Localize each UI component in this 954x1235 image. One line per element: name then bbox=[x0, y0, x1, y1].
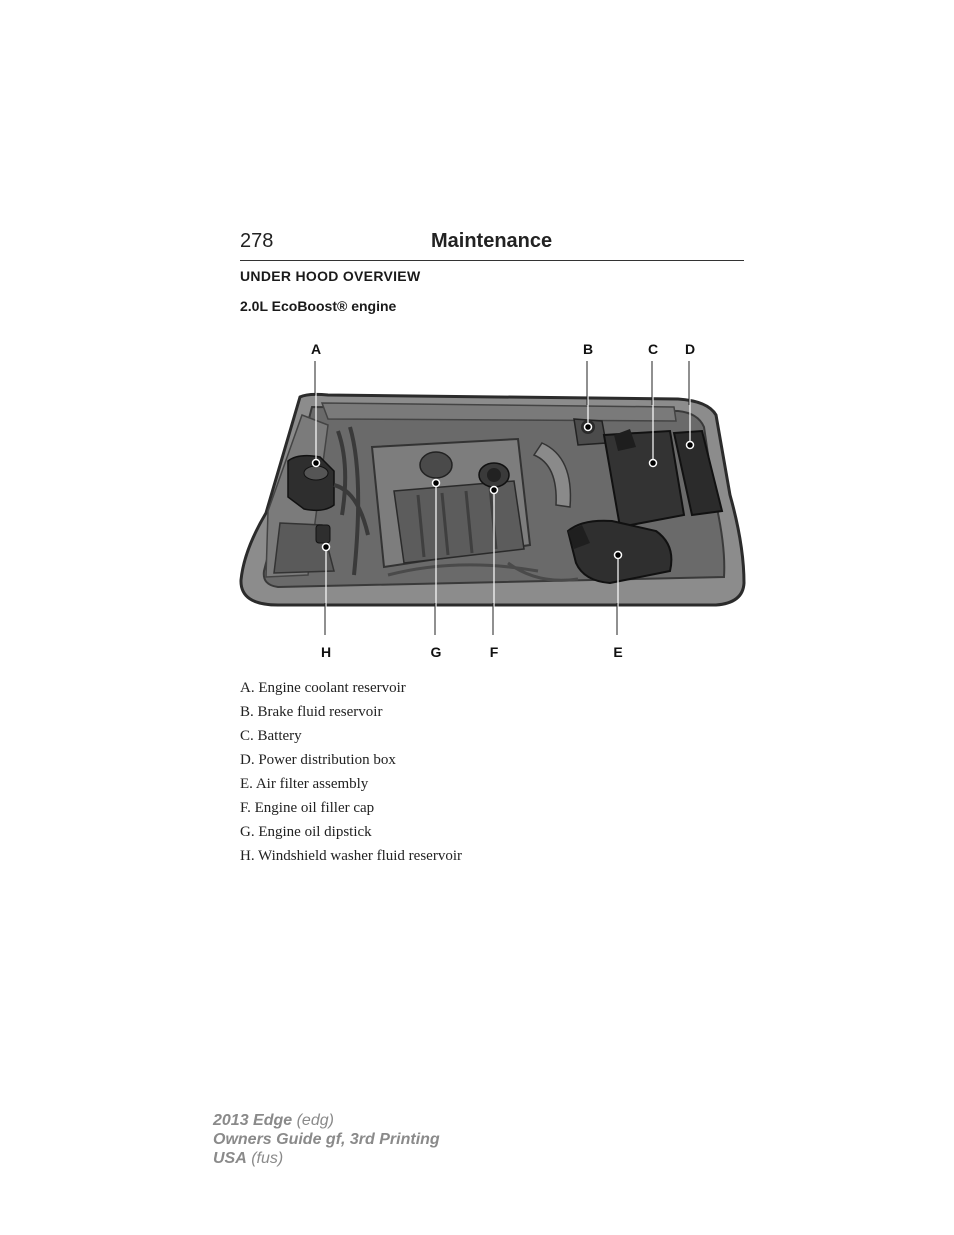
callout-g: G bbox=[430, 644, 442, 660]
footer-line-2: Owners Guide gf, 3rd Printing bbox=[213, 1131, 440, 1148]
coolant-reservoir bbox=[288, 456, 334, 511]
legend-item: A. Engine coolant reservoir bbox=[240, 680, 406, 696]
legend-item: H. Windshield washer fluid reservoir bbox=[240, 848, 462, 864]
section-title: UNDER HOOD OVERVIEW bbox=[240, 268, 421, 284]
footer-line-3 bbox=[213, 1149, 440, 1168]
engine-bay-illustration bbox=[238, 335, 748, 665]
legend-item: D. Power distribution box bbox=[240, 752, 396, 768]
callout-a: A bbox=[310, 341, 322, 357]
page-header bbox=[240, 228, 744, 261]
callout-h: H bbox=[320, 644, 332, 660]
callout-f: F bbox=[489, 644, 499, 660]
document-footer bbox=[213, 1111, 440, 1168]
oil-dipstick-handle bbox=[420, 452, 452, 478]
footer-line-1 bbox=[213, 1111, 440, 1130]
engine-cover-top bbox=[394, 481, 524, 563]
callout-c: C bbox=[647, 341, 659, 357]
callout-b: B bbox=[582, 341, 594, 357]
legend-item: G. Engine oil dipstick bbox=[240, 824, 372, 840]
legend-item: C. Battery bbox=[240, 728, 302, 744]
callout-e: E bbox=[613, 644, 623, 660]
footer-market-code: (fus) bbox=[246, 1150, 284, 1167]
legend-item: B. Brake fluid reservoir bbox=[240, 704, 383, 720]
cowl-panel bbox=[322, 403, 676, 421]
engine-bay-svg bbox=[238, 335, 748, 665]
subsection-title: 2.0L EcoBoost® engine bbox=[240, 298, 397, 314]
chapter-title: Maintenance bbox=[431, 230, 553, 252]
legend-item: E. Air filter assembly bbox=[240, 776, 369, 792]
legend-item: F. Engine oil filler cap bbox=[240, 800, 375, 816]
callout-d: D bbox=[684, 341, 696, 357]
component-legend bbox=[240, 678, 462, 870]
footer-market: USA bbox=[213, 1150, 247, 1167]
page-number: 278 bbox=[240, 230, 274, 252]
footer-model-code: (edg) bbox=[292, 1112, 334, 1129]
footer-model: 2013 Edge bbox=[213, 1112, 293, 1129]
